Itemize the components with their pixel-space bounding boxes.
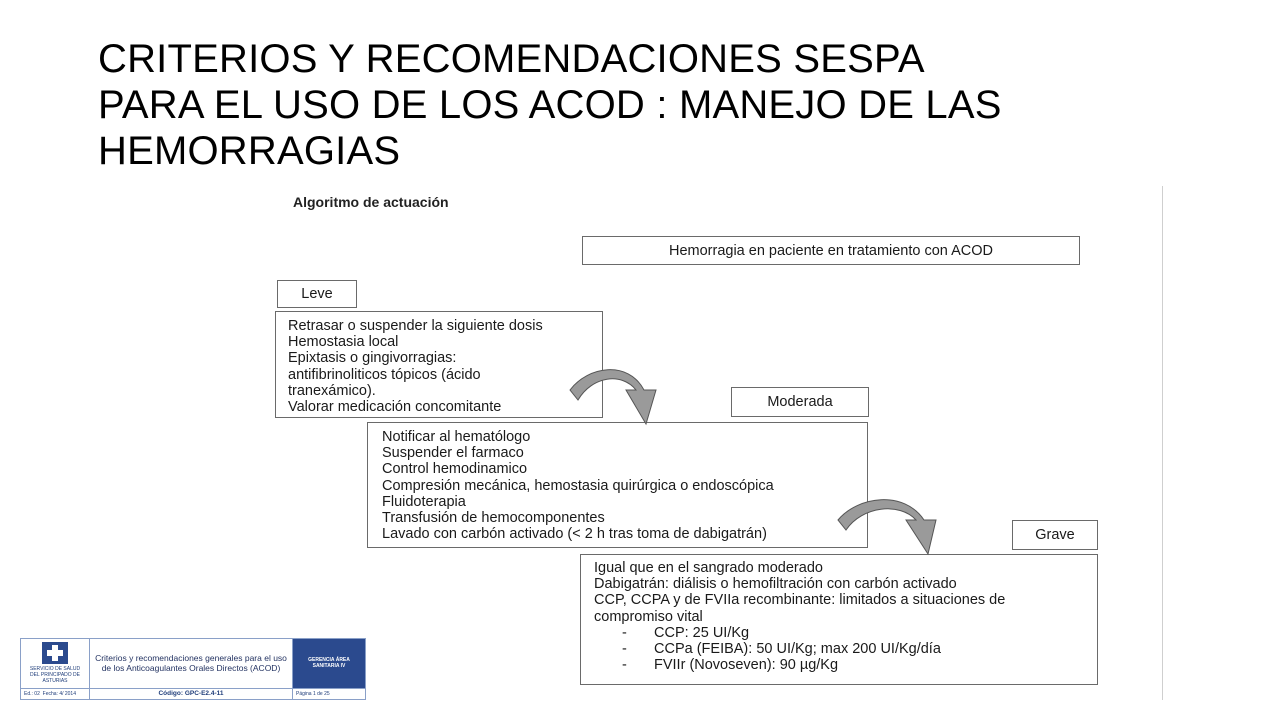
title-line-3: HEMORRAGIAS (98, 129, 401, 173)
moderada-line: Lavado con carbón activado (< 2 h tras toma de dabigatrán) (382, 526, 767, 543)
grave-content-box (580, 554, 1098, 685)
algorithm-heading: Algoritmo de actuación (293, 194, 449, 210)
leve-line: Epixtasis o gingivorragias: (288, 350, 457, 367)
grave-line: compromiso vital (594, 608, 703, 625)
grave-line: CCP, CCPA y de FVIIa recombinante: limitados a situaciones de (594, 592, 1006, 609)
grave-line: Dabigatrán: diálisis o hemofiltración con carbón activado (594, 576, 957, 593)
grave-label-box (1012, 520, 1098, 550)
moderada-line: Suspender el farmaco (382, 445, 524, 462)
leve-line: tranexámico). (288, 382, 376, 399)
leve-label-box (277, 280, 357, 308)
title-line-2: PARA EL USO DE LOS ACOD : MANEJO DE LAS (98, 83, 1002, 127)
grave-sub-item: - CCP: 25 UI/Kg (622, 624, 750, 641)
leve-label: Leve (301, 286, 333, 302)
hemorrhage-main-box (582, 236, 1080, 265)
moderada-line: Transfusión de hemocomponentes (382, 510, 605, 527)
leve-line: antifibrinoliticos tópicos (ácido (288, 366, 481, 383)
moderada-line: Notificar al hematólogo (382, 429, 531, 445)
area-label: GERENCIA ÁREA SANITARIA IV (293, 639, 366, 689)
document-title: Criterios y recomendaciones generales para el uso de los Anticoagulantes Orales Directos (ACOD) (90, 639, 293, 689)
logo-cell: SERVICIO DE SALUD DEL PRINCIPADO DE ASTURIAS (21, 639, 90, 689)
sespa-logo-icon (42, 642, 68, 664)
leve-content-box (275, 311, 603, 418)
grave-sub-item: - CCPa (FEIBA): 50 UI/Kg; max 200 UI/Kg/día (622, 641, 941, 658)
moderada-label: Moderada (767, 394, 833, 410)
slide-title (98, 36, 1248, 174)
page-number: Página 1 de 25 (293, 688, 366, 699)
leve-line: Retrasar o suspender la siguiente dosis (288, 318, 543, 334)
moderada-line: Fluidoterapia (382, 493, 466, 510)
document-header-table (20, 638, 366, 700)
leve-line: Hemostasia local (288, 334, 399, 351)
moderada-label-box (731, 387, 869, 417)
title-line-1: CRITERIOS Y RECOMENDACIONES SESPA (98, 37, 925, 81)
moderada-line: Compresión mecánica, hemostasia quirúrgica o endoscópica (382, 477, 774, 494)
curved-arrow-icon (566, 360, 686, 428)
grave-line: Igual que en el sangrado moderado (594, 560, 823, 576)
moderada-content-box (367, 422, 868, 548)
moderada-line: Control hemodinamico (382, 461, 528, 478)
grave-sub-item: - FVIIr (Novoseven): 90 µg/Kg (622, 657, 839, 674)
curved-arrow-icon (834, 490, 964, 558)
edition-date: Ed.: 02 Fecha: 4/ 2014 (21, 688, 90, 699)
grave-label: Grave (1035, 527, 1075, 543)
leve-line: Valorar medicación concomitante (288, 399, 502, 416)
document-code: Código: GPC-E2.4-11 (90, 688, 293, 699)
main-box-label: Hemorragia en paciente en tratamiento con ACOD (668, 242, 993, 259)
